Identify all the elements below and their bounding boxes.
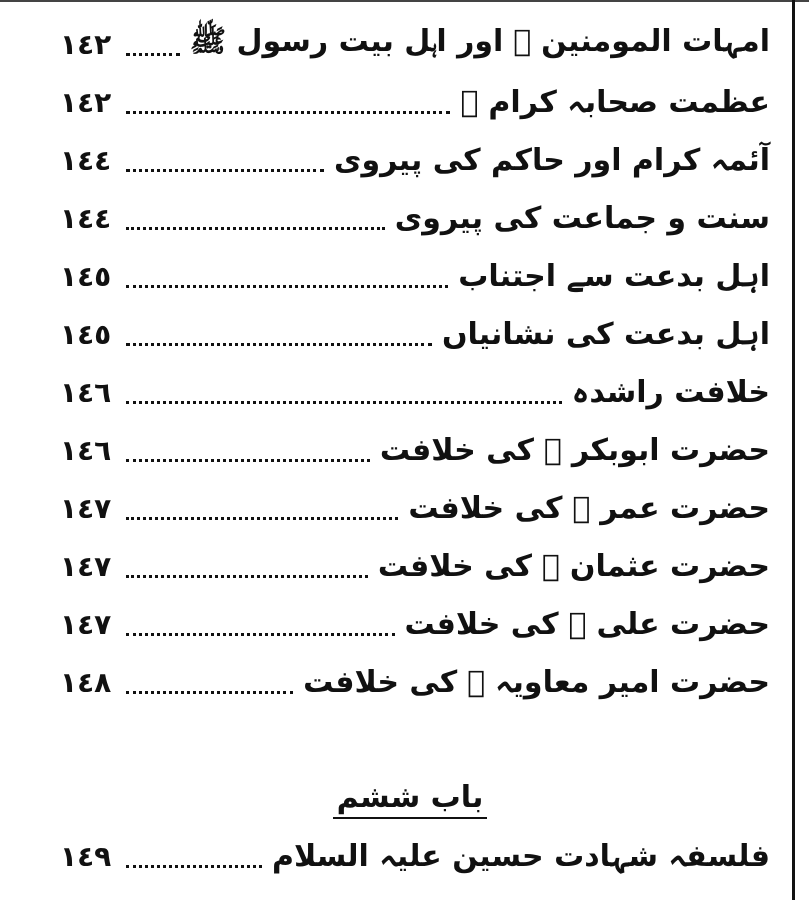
toc-entry-page: ١٤٤ bbox=[60, 143, 112, 177]
dot-leader bbox=[126, 575, 368, 578]
dot-leader bbox=[126, 691, 293, 694]
dot-leader bbox=[126, 517, 398, 520]
toc-entry-title: حضرت امیر معاویہ ﷜ کی خلافت bbox=[303, 664, 770, 700]
right-margin-rule bbox=[792, 0, 795, 900]
toc-entry bbox=[60, 368, 770, 416]
dot-leader bbox=[126, 459, 370, 462]
toc-entry-title: خلافت راشدہ bbox=[571, 374, 770, 410]
toc-entry bbox=[60, 658, 770, 706]
toc-entry bbox=[60, 194, 770, 242]
toc-entry-title: امہات المومنین ﷢ اور اہل بیت رسول ﷺ bbox=[189, 23, 770, 59]
dot-leader bbox=[126, 227, 385, 230]
toc-entry-page: ١٤٦ bbox=[60, 433, 112, 467]
dot-leader bbox=[126, 401, 562, 404]
toc-entry-title: حضرت عثمان ﷜ کی خلافت bbox=[377, 548, 770, 584]
toc-entry-page: ١٤٧ bbox=[60, 491, 112, 525]
toc-entry-title: سنت و جماعت کی پیروی bbox=[394, 200, 770, 236]
toc-entry-title: حضرت ابوبکر ﷜ کی خلافت bbox=[379, 432, 770, 468]
chapter-heading-text: باب ششم bbox=[333, 780, 488, 819]
dot-leader bbox=[126, 53, 180, 56]
toc-entry-page: ١٤٤ bbox=[60, 201, 112, 235]
toc-entry-title: عظمت صحابہ کرام ﷢ bbox=[460, 84, 770, 120]
dot-leader bbox=[126, 111, 450, 114]
top-edge-line bbox=[0, 0, 809, 2]
toc-entry bbox=[60, 600, 770, 648]
toc-entry bbox=[60, 542, 770, 590]
toc-entry-page: ١٤٥ bbox=[60, 259, 112, 293]
toc-entry-page: ١٤٦ bbox=[60, 375, 112, 409]
toc-entry bbox=[60, 310, 770, 358]
toc-entry bbox=[60, 426, 770, 474]
toc-entry bbox=[60, 832, 770, 880]
toc-entry bbox=[60, 252, 770, 300]
dot-leader bbox=[126, 865, 262, 868]
toc-entry bbox=[60, 136, 770, 184]
chapter-heading bbox=[330, 780, 490, 828]
dot-leader bbox=[126, 343, 432, 346]
toc-entry-title: حضرت عمر ﷜ کی خلافت bbox=[408, 490, 770, 526]
dot-leader bbox=[126, 285, 448, 288]
dot-leader bbox=[126, 633, 395, 636]
toc-entry bbox=[60, 484, 770, 532]
toc-entry-title: آئمہ کرام اور حاکم کی پیروی bbox=[333, 142, 770, 178]
toc-entry-page: ١٤٢ bbox=[60, 27, 112, 61]
dot-leader bbox=[126, 169, 324, 172]
toc-entry-title: حضرت علی ﷜ کی خلافت bbox=[404, 606, 770, 642]
toc-entry-page: ١٤٨ bbox=[60, 665, 112, 699]
toc-entry-page: ١٤٥ bbox=[60, 317, 112, 351]
toc-entry-title: اہل بدعت کی نشانیاں bbox=[441, 316, 770, 352]
toc-entry-page: ١٤٩ bbox=[60, 839, 112, 873]
toc-entry-page: ١٤٧ bbox=[60, 549, 112, 583]
toc-entry bbox=[60, 78, 770, 126]
toc-entry bbox=[60, 20, 770, 68]
toc-entry-page: ١٤٧ bbox=[60, 607, 112, 641]
toc-entry-title: فلسفہ شہادت حسین علیہ السلام bbox=[271, 838, 770, 874]
toc-entry-title: اہل بدعت سے اجتناب bbox=[458, 258, 770, 294]
toc-entry-page: ١٤٢ bbox=[60, 85, 112, 119]
